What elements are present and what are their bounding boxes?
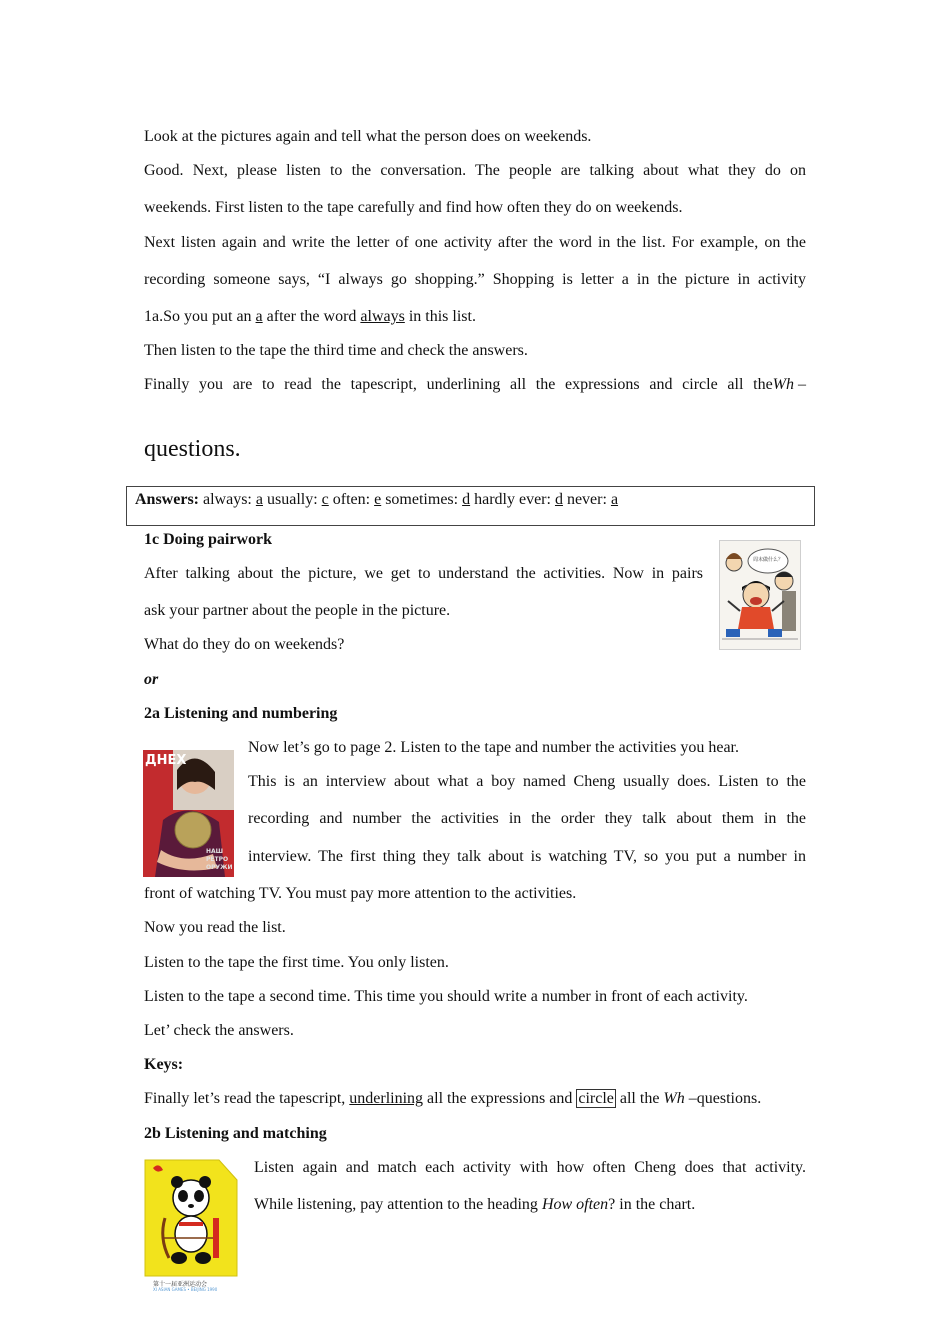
intro-line-7: Then listen to the tape the third time and check the answers.	[144, 342, 528, 359]
intro-line-3: weekends. First listen to the tape carefully and find how often they do on weekends.	[144, 199, 683, 216]
section-2a-line-8: Listen to the tape a second time. This time you should write a number in front of each activity.	[144, 988, 748, 1005]
intro-line-6	[144, 307, 476, 327]
heading-2a: 2a Listening and numbering	[144, 705, 338, 722]
answers-line	[135, 490, 618, 510]
text-run-italic	[773, 375, 806, 395]
section-2a-line-5: front of watching TV. You must pay more attention to the activities.	[144, 885, 577, 902]
text-run: all the expressions and	[423, 1090, 577, 1107]
text-run: Finally let’s read the tapescript,	[144, 1090, 350, 1107]
cartoon-caption: 周末做什么？	[753, 557, 784, 563]
underlined-letter: a	[255, 308, 263, 325]
italic-how-often: How often	[541, 1196, 609, 1213]
italic-wh: Wh	[663, 1090, 685, 1107]
section-2a-final-line	[144, 1089, 761, 1109]
section-2a-line-1: Now let’s go to page 2. Listen to the tape and number the activities you hear.	[248, 739, 739, 756]
answer-word: usually:	[262, 491, 322, 508]
intro-line-1: Look at the pictures again and tell what the person does on weekends.	[144, 128, 592, 145]
text-run: –	[794, 376, 806, 393]
answer-word: hardly ever:	[470, 491, 555, 508]
text-run: –questions.	[684, 1090, 762, 1107]
section-2b-line-2	[254, 1195, 695, 1215]
cartoon-picture	[719, 540, 801, 650]
section-2a-line-4: interview. The first thing they talk about is watching TV, so you put a number in	[248, 848, 806, 865]
text-run: ? in the chart.	[608, 1196, 696, 1213]
answer-letter: d	[462, 491, 471, 508]
magazine-subtitle: НАШ РЕТРО ОРУЖИ	[206, 848, 233, 871]
magazine-picture	[143, 750, 234, 877]
boxed-word: circle	[578, 1090, 614, 1107]
text-run: Finally you are to read the tapescript, underlining all the expressions and circle all the	[144, 376, 773, 393]
magazine-title: ДНЕХ	[145, 753, 187, 768]
text-run: in this list.	[404, 308, 476, 325]
answer-word: never:	[562, 491, 611, 508]
section-2a-line-6: Now you read the list.	[144, 919, 286, 936]
italic-wh: Wh	[772, 376, 794, 393]
answer-letter: c	[321, 491, 329, 508]
answer-letter: a	[610, 491, 619, 508]
section-1c-question: What do they do on weekends?	[144, 636, 345, 653]
answer-word: always:	[199, 491, 256, 508]
panda-poster	[143, 1158, 239, 1296]
answers-label: Answers:	[135, 491, 199, 508]
section-2b-line-1: Listen again and match each activity with how often Cheng does that activity.	[254, 1159, 806, 1176]
text-run: after the word	[262, 308, 361, 325]
answer-letter: d	[554, 491, 563, 508]
answer-word: often:	[328, 491, 375, 508]
underlined-word: always	[360, 308, 405, 325]
intro-line-5: recording someone says, “I always go shopping.” Shopping is letter a in the picture in activity	[144, 271, 806, 288]
intro-line-4: Next listen again and write the letter of one activity after the word in the list. For example, on the	[144, 234, 806, 251]
text-run: all the	[615, 1090, 664, 1107]
intro-questions-word: questions.	[144, 436, 241, 462]
heading-2b: 2b Listening and matching	[144, 1125, 327, 1142]
section-2a-line-3: recording and number the activities in the order they talk about them in the	[248, 810, 806, 827]
intro-line-8	[144, 375, 806, 395]
panda-poster-picture	[143, 1158, 239, 1296]
intro-line-2: Good. Next, please listen to the conversation. The people are talking about what they do on	[144, 162, 806, 179]
answer-letter: e	[374, 491, 382, 508]
section-1c-or: or	[144, 671, 159, 688]
keys-label: Keys:	[144, 1056, 184, 1073]
section-1c-line-2: ask your partner about the people in the picture.	[144, 602, 451, 619]
answer-letter: a	[255, 491, 263, 508]
poster-caption: 第十一届亚洲运动会	[153, 1281, 208, 1288]
section-1c-line-1: After talking about the picture, we get to understand the activities. Now in pairs	[144, 565, 703, 582]
text-run: 1a.So you put an	[144, 308, 256, 325]
section-2a-line-9: Let’ check the answers.	[144, 1022, 294, 1039]
poster-subcaption: XI ASIAN GAMES • BEIJING 1990	[153, 1287, 218, 1292]
section-2a-line-2: This is an interview about what a boy named Cheng usually does. Listen to the	[248, 773, 806, 790]
underlined-word: underlining	[349, 1090, 424, 1107]
heading-1c: 1c Doing pairwork	[144, 531, 272, 548]
text-run: While listening, pay attention to the heading	[254, 1196, 542, 1213]
section-2a-line-7: Listen to the tape the first time. You only listen.	[144, 954, 449, 971]
answer-word: sometimes:	[381, 491, 463, 508]
